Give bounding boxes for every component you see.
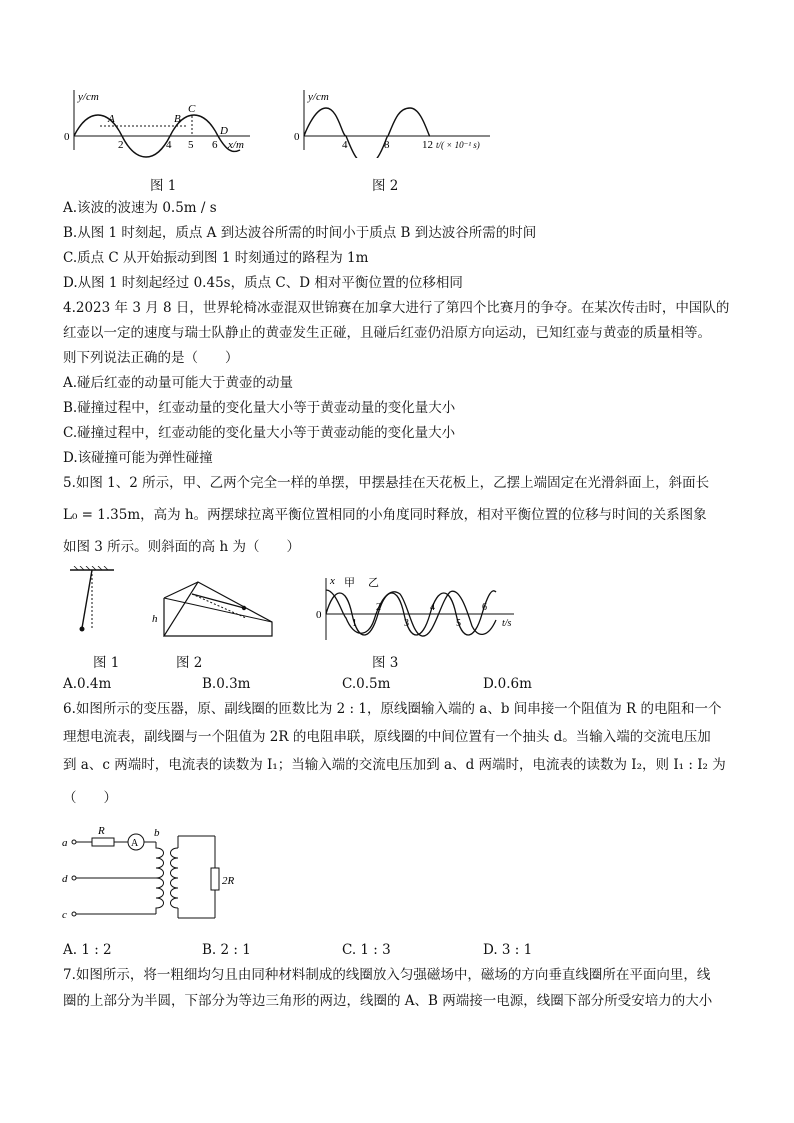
q7-stem-line2: 圈的上部分为半圆，下部分为等边三角形的两边，线圈的 A、B 两端接一电源，线圈下部分所受安培力的大小 [63, 993, 713, 1009]
fig1-origin: 0 [64, 131, 70, 143]
fig3-tick: 1 [352, 618, 357, 629]
q4-stem-line3: 则下列说法正确的是（ ） [63, 350, 239, 366]
wave-figure-1 [60, 88, 260, 158]
fig1-tick: 5 [188, 139, 194, 151]
point-D: D [220, 125, 228, 137]
fig3-tick: 4 [430, 602, 435, 613]
caption-fig2: 图 2 [372, 178, 399, 194]
fig1-ylabel: y/cm [78, 91, 99, 103]
q5-stem-line1: 5.如图 1、2 所示，甲、乙两个完全一样的单摆，甲摆悬挂在天花板上，乙摆上端固定在光滑斜面上，斜面长 [63, 475, 710, 491]
series-label-yi: 乙 [368, 577, 379, 589]
fig2-ylabel: y/cm [308, 91, 329, 103]
incline-figure-2 [148, 578, 278, 640]
q6-stem-line4: （ ） [63, 790, 117, 806]
q4-stem-line1: 4.2023 年 3 月 8 日，世界轮椅冰壶混双世锦赛在加拿大进行了第四个比赛月的争夺。在某次传击时，中国队的 [63, 300, 730, 316]
q6-stem-line3: 到 a、c 两端时，电流表的读数为 I₁；当输入端的交流电压加到 a、d 两端时，电流表的读数为 I₂，则 I₁ : I₂ 为 [63, 757, 726, 773]
fig1-xlabel: x/m [228, 139, 244, 151]
incline-height-label: h [152, 613, 158, 625]
q5-stem-line2: L₀ = 1.35m，高为 h。两摆球拉离平衡位置相同的小角度同时释放，相对平衡位置的位移与时间的关系图象 [63, 507, 707, 523]
fig3-tick: 6 [482, 602, 487, 613]
q6-stem-line1: 6.如图所示的变压器，原、副线圈的匝数比为 2 : 1，原线圈输入端的 a、b 间串接一个阻值为 R 的电阻和一个 [63, 701, 722, 717]
q5-stem-line3: 如图 3 所示。则斜面的高 h 为（ ） [63, 539, 300, 555]
caption-pendulum-fig3: 图 3 [372, 655, 399, 671]
point-A: A [108, 113, 115, 125]
q4-option-a: A.碰后红壶的动量可能大于黄壶的动量 [63, 375, 294, 391]
q4-option-b: B.碰撞过程中，红壶动量的变化量大小等于黄壶动量的变化量大小 [63, 400, 456, 416]
fig3-origin: 0 [316, 609, 322, 621]
caption-pendulum-fig1: 图 1 [93, 655, 120, 671]
resistor-2r-label: 2R [222, 875, 235, 887]
resistor-r-label: R [98, 825, 105, 837]
series-label-jia: 甲 [344, 577, 355, 589]
q5-option-b: B.0.3m [202, 676, 251, 692]
point-C: C [188, 103, 196, 115]
q6-option-d: D. 3 : 1 [483, 942, 533, 958]
q3-option-a: A.该波的波速为 0.5m / s [63, 200, 217, 216]
q4-option-d: D.该碰撞可能为弹性碰撞 [63, 450, 213, 466]
fig3-tick: 5 [456, 618, 461, 629]
q3-option-d: D.从图 1 时刻起经过 0.45s，质点 C、D 相对平衡位置的位移相同 [63, 275, 463, 291]
fig2-tick: 4 [342, 139, 348, 151]
fig1-tick: 6 [212, 139, 218, 151]
terminal-c: c [62, 909, 67, 920]
caption-fig1: 图 1 [150, 178, 177, 194]
fig3-tick: 2 [376, 602, 381, 613]
q7-stem-line1: 7.如图所示，将一粗细均匀且由同种材料制成的线圈放入匀强磁场中，磁场的方向垂直线圈所在平面向里，线 [63, 967, 711, 983]
terminal-a: a [62, 837, 68, 849]
wave-figure-2 [290, 88, 500, 158]
q3-option-b: B.从图 1 时刻起，质点 A 到达波谷所需的时间小于质点 B 到达波谷所需的时间 [63, 225, 537, 241]
caption-pendulum-fig2: 图 2 [176, 655, 203, 671]
point-B: B [174, 113, 181, 125]
terminal-b: b [154, 827, 160, 839]
ammeter-label: A [131, 838, 139, 849]
fig1-tick: 2 [118, 139, 124, 151]
q5-option-d: D.0.6m [483, 676, 532, 692]
q5-option-c: C.0.5m [342, 676, 391, 692]
q6-stem-line2: 理想电流表，副线圈与一个阻值为 2R 的电阻串联，原线圈的中间位置有一个抽头 d。当输入端的交流电压加 [63, 729, 711, 745]
q4-stem-line2: 红壶以一定的速度与瑞士队静止的黄壶发生正碰，且碰后红壶仍沿原方向运动，已知红壶与黄壶的质量相等。 [63, 325, 711, 341]
oscillation-figure-3 [312, 574, 522, 644]
q6-option-a: A. 1 : 2 [63, 942, 112, 958]
q3-option-c: C.质点 C 从开始振动到图 1 时刻通过的路程为 1m [63, 250, 369, 266]
fig2-tick: 12 [422, 139, 433, 151]
fig2-origin: 0 [294, 131, 300, 143]
fig3-xlabel: t/s [502, 618, 512, 629]
fig3-tick: 3 [404, 618, 409, 629]
q5-option-a: A.0.4m [63, 676, 112, 692]
fig2-xlabel: t/( × 10⁻¹ s) [436, 140, 480, 150]
fig2-tick: 8 [384, 139, 390, 151]
q6-option-c: C. 1 : 3 [342, 942, 391, 958]
q4-option-c: C.碰撞过程中，红壶动能的变化量大小等于黄壶动能的变化量大小 [63, 425, 456, 441]
transformer-circuit [60, 824, 240, 920]
terminal-d: d [62, 873, 68, 885]
fig3-ylabel: x [330, 575, 335, 587]
q6-option-b: B. 2 : 1 [202, 942, 251, 958]
pendulum-figure-1 [68, 566, 128, 638]
fig1-tick: 4 [166, 139, 172, 151]
